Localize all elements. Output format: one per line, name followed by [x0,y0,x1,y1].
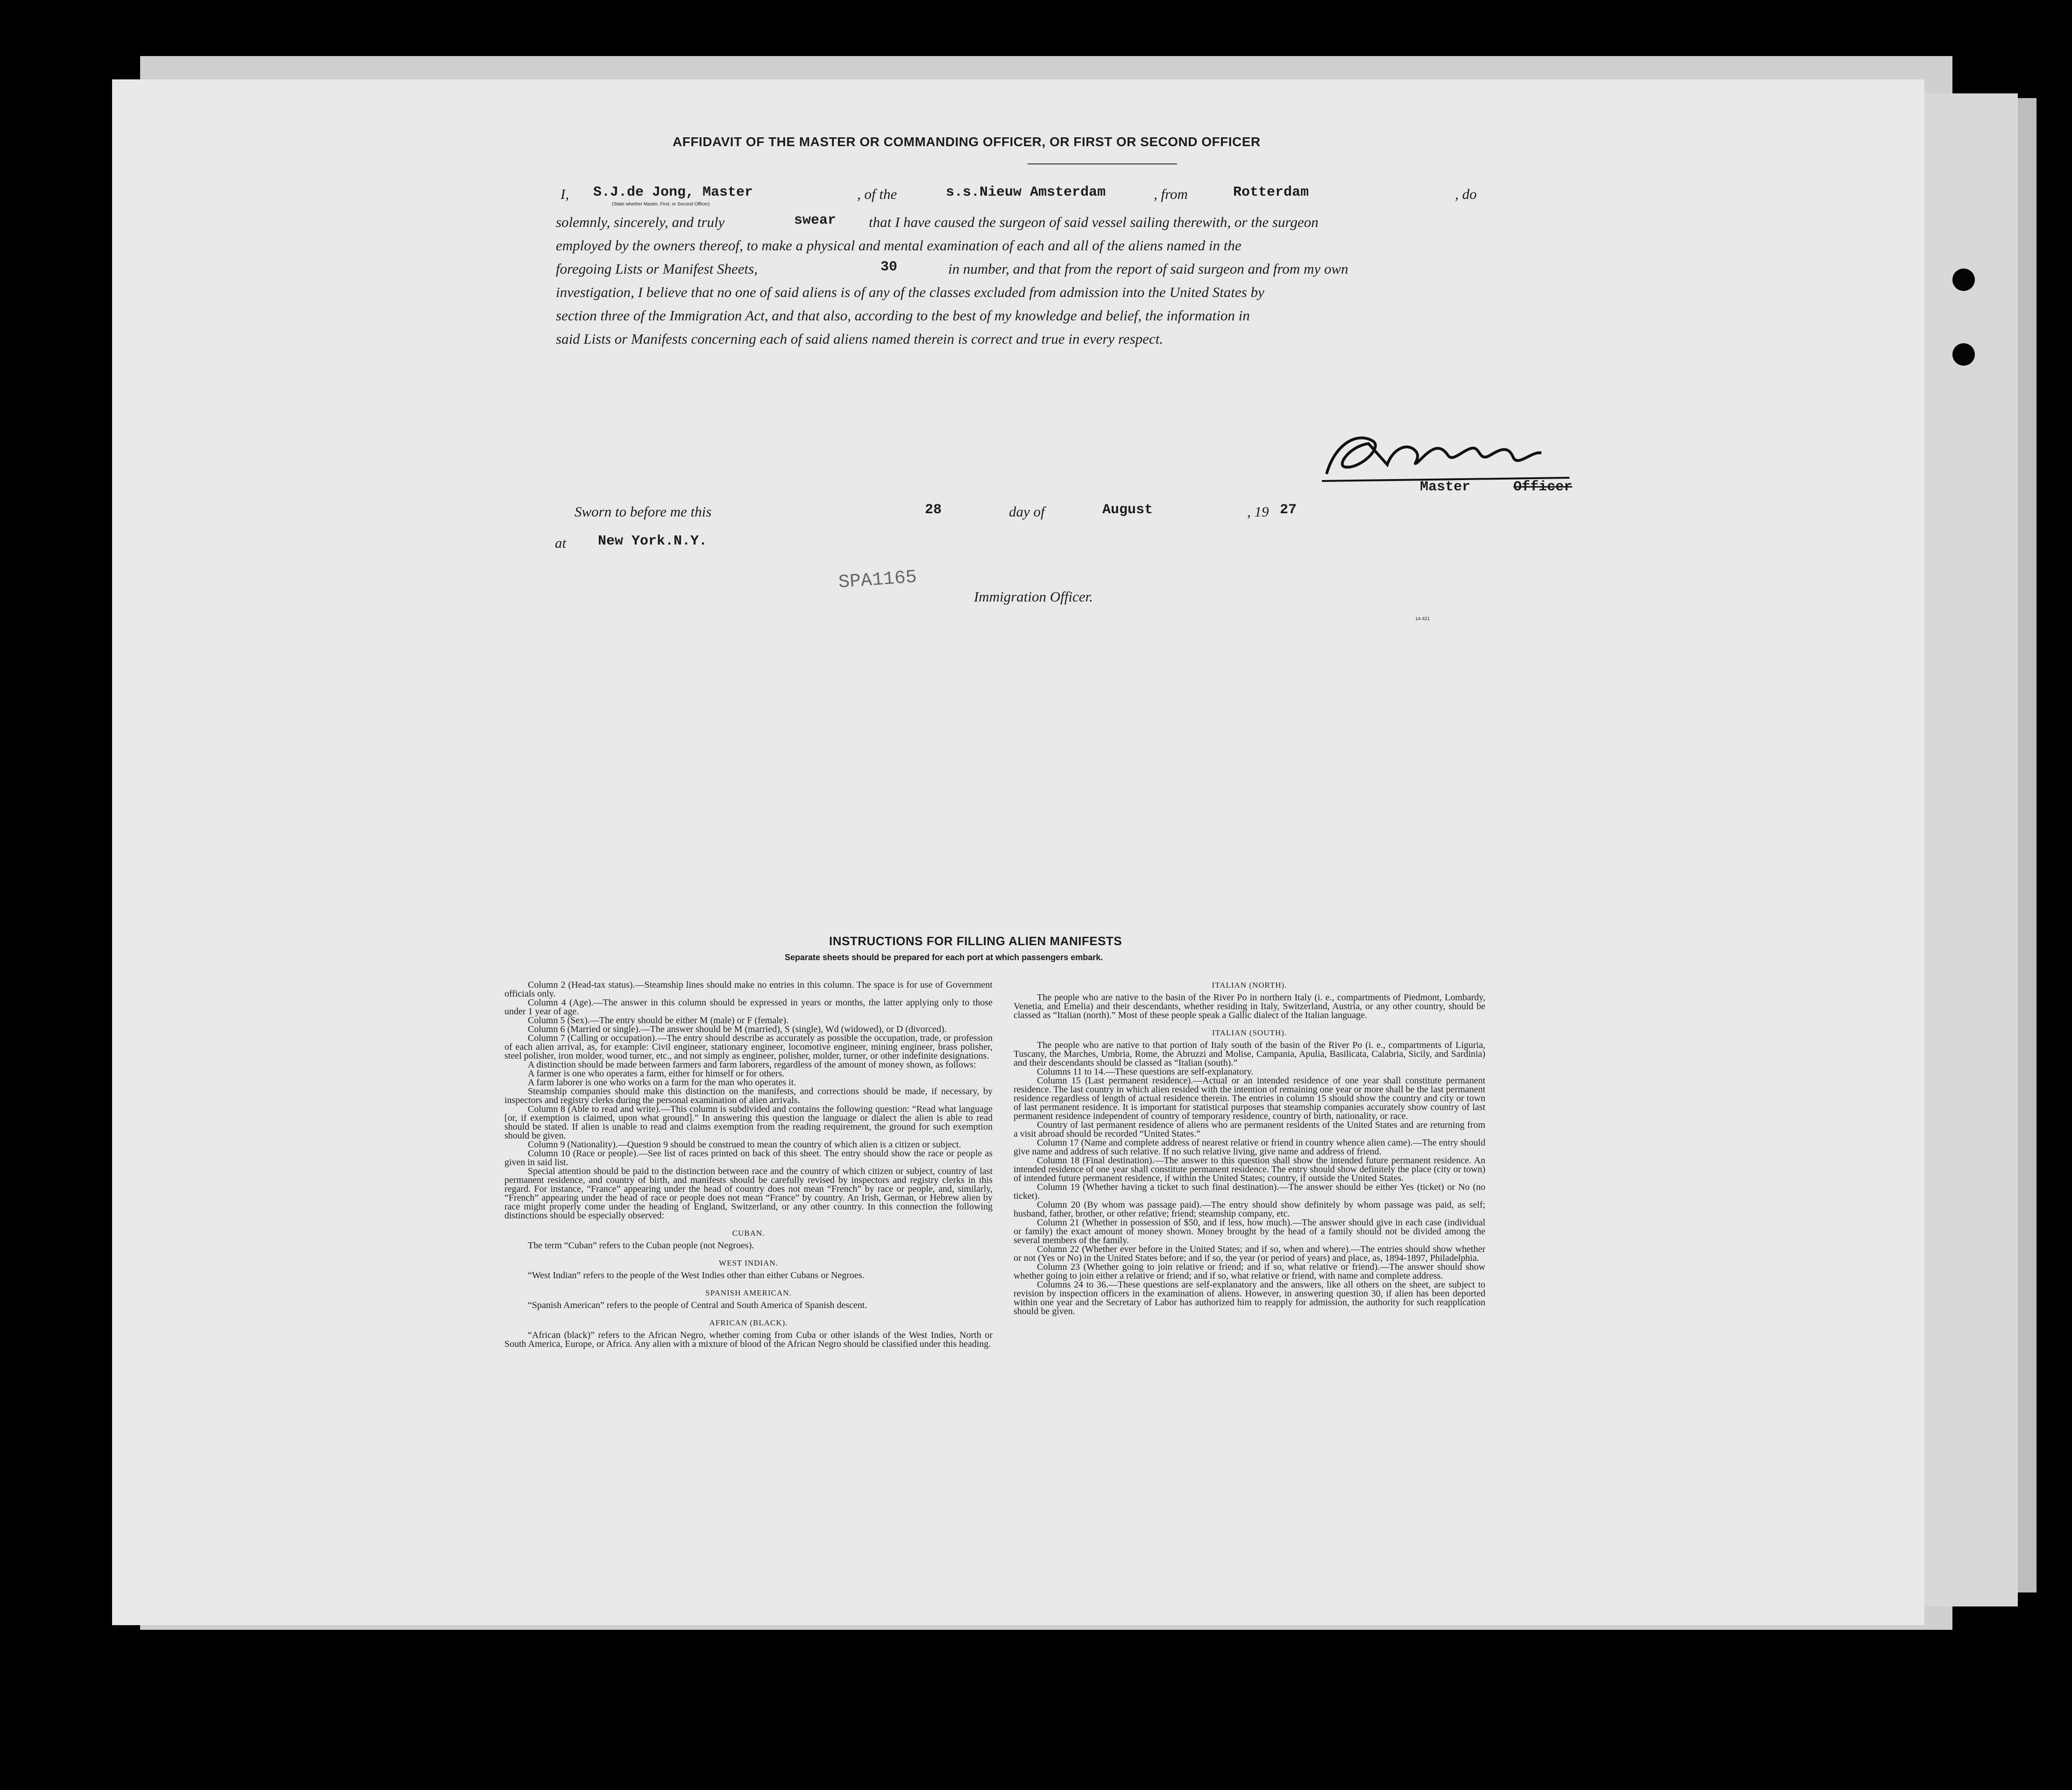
instruction-paragraph: The people who are native to that portion of Italy south of the basin of the River Po (i. e., compartments of Liguria, Tuscany, the Marches, Umbria, Rome, the Abruzzi and Molise, Campania, Apulia, Basilicata, Calabria, Sicily, and Sardinia) and their descendants should be classed as “Italian (south).” [1014,1040,1485,1068]
vessel-name: s.s.Nieuw Amsterdam [946,184,1106,200]
signature-title: Master [1420,479,1471,495]
port-name: Rotterdam [1233,184,1309,200]
instruction-paragraph: Column 5 (Sex).—The entry should be either M (male) or F (female). [528,1015,789,1026]
text-from: , from [1154,186,1188,202]
instruction-paragraph: Country of last permanent residence of aliens who are permanent residents of the United States and are returning from a visit abroad should be recorded “United States.” [1014,1120,1485,1139]
text-i: I, [561,186,569,202]
spanish-american-heading: SPANISH AMERICAN. [705,1288,792,1297]
sheet-count: 30 [880,259,898,275]
text-do: , do [1455,186,1477,202]
instruction-paragraph: Column 22 (Whether ever before in the United States; and if so, when and where).—The entries should show whether or not (Yes or No) in the United States before; and if so, the year (or period of years) and place, as, 1894-1897, Philadelphia. [1014,1244,1485,1263]
instructions-right-column [1014,981,1485,1644]
instruction-paragraph: Special attention should be paid to the distinction between race and the country of which citizen or subject, country of last permanent residence, and country of birth, and manifests should be carefully revised by inspectors and registry clerks in this regard. For instance, “France” appearing under the head of country does not mean “French” by race or people, and, similarly, “French” appearing under the head of race or people does not mean “France” by country. An Irish, German, or Hebrew alien by race might properly come under the heading of England, Switzerland, or any other country. In this connection the following distinctions should be especially observed: [504,1166,993,1221]
text-sworn: Sworn to before me this [575,503,712,520]
spanish-american-text: “Spanish American” refers to the people of Central and South America of Spanish descent. [528,1300,867,1310]
affidavit-line-7: said Lists or Manifests concerning each of said aliens named therein is correct and true in every respect. [556,331,1164,347]
affidavit-line-6: section three of the Immigration Act, and that also, according to the best of my knowledge and belief, the information in [556,307,1250,324]
adjacent-page-edge [1924,93,2018,1606]
text-day-of: day of [1009,503,1045,520]
instruction-paragraph: A farm laborer is one who works on a farm for the man who operates it. [528,1077,796,1088]
instruction-paragraph: Column 9 (Nationality).—Question 9 should be construed to mean the country of which alien is a citizen or subject. [528,1139,961,1150]
state-note: (State whether Master, First, or Second Officer) [612,202,710,207]
master-name: S.J.de Jong, Master [593,184,753,200]
sworn-month: August [1102,502,1153,518]
year-prefix: , 19 [1247,503,1269,520]
text-at: at [555,535,567,551]
instructions-title: INSTRUCTIONS FOR FILLING ALIEN MANIFESTS [829,934,1122,948]
instruction-paragraph: Steamship companies should make this distinction on the manifests, and corrections should be made, if necessary, by inspectors and registry clerks during the personal examination of alien arrivals. [504,1086,993,1105]
italian-south-heading: ITALIAN (SOUTH). [1212,1028,1287,1037]
oath-type: swear [794,212,837,228]
instruction-paragraph: Column 17 (Name and complete address of nearest relative or friend in country whence alien came).—The entry should give name and address of such relative. If no such relative living, give name and address of friend. [1014,1138,1485,1157]
italian-north-heading: ITALIAN (NORTH). [1212,981,1287,990]
instruction-paragraph: Column 18 (Final destination).—The answer to this question shall show the intended future permanent residence. An intended residence of one year shall constitute permanent residence. The entry should show definitely the place (city or town) of intended future permanent residence, if within the United States; country, if outside the United States. [1014,1155,1485,1183]
title-rule [1028,163,1177,164]
west-indian-text: “West Indian” refers to the people of the West Indies other than either Cubans or Negroes. [528,1270,865,1281]
officer-struck: Officer [1513,479,1573,495]
instruction-paragraph: Column 2 (Head-tax status).—Steamship lines should make no entries in this column. The space is for use of Government officials only. [504,981,993,999]
affidavit-line-4b: in number, and that from the report of said surgeon and from my own [948,261,1348,277]
punch-hole [1952,343,1975,366]
african-heading: AFRICAN (BLACK). [709,1318,788,1327]
text-of-the: , of the [857,186,897,202]
master-signature [1317,423,1579,488]
west-indian-heading: WEST INDIAN. [719,1259,778,1267]
year-suffix: 27 [1280,502,1297,518]
instructions-left-column [504,981,993,1644]
instruction-paragraph: A farmer is one who operates a farm, either for himself or for others. [528,1068,785,1079]
affidavit-line-2: that I have caused the surgeon of said vessel sailing therewith, or the surgeon [869,214,1319,230]
sworn-day: 28 [925,502,942,518]
instruction-paragraph: Columns 24 to 36.—These questions are self-explanatory and the answers, like all others on the sheet, are subject to revision by inspection officers in the examination of aliens. However, in answering question 30, if alien has been deported within one year and the Secretary of Labor has authorized him to reapply for admission, the authority for such reapplication should be given. [1014,1280,1485,1316]
sworn-place: New York.N.Y. [598,533,708,549]
instruction-paragraph: Column 4 (Age).—The answer in this column should be expressed in years or months, the latter applying only to those under 1 year of age. [504,998,993,1017]
affidavit-line-4a: foregoing Lists or Manifest Sheets, [556,261,758,277]
immigration-officer-label: Immigration Officer. [974,588,1093,605]
instruction-paragraph: Column 20 (By whom was passage paid).—The entry should show definitely by whom passage was paid, as self; husband, father, brother, or other relative; friend; steamship company, etc. [1014,1200,1485,1219]
instruction-paragraph: Column 7 (Calling or occupation).—The entry should describe as accurately as possible the occupation, trade, or profession of each alien arrival, as, for example: Civil engineer, stationary engineer, locomotive engineer, mining engineer, brass polisher, steel polisher, iron molder, wood turner, etc., and not simply as engineer, polisher, molder, turner, or other indefinite designations. [504,1033,993,1061]
instruction-paragraph: Column 19 (Whether having a ticket to such final destination).—The answer should be either Yes (ticket) or No (no ticket). [1014,1182,1485,1201]
affidavit-line-3: employed by the owners thereof, to make a physical and mental examination of each and all of the aliens named in the [556,237,1242,254]
instruction-paragraph: Column 6 (Married or single).—The answer should be M (married), S (single), Wd (widowed), or D (divorced). [528,1024,947,1034]
text-solemnly: solemnly, sincerely, and truly [556,214,725,230]
punch-hole [1952,269,1975,291]
form-number: 14-421 [1415,616,1430,622]
instruction-paragraph: Columns 11 to 14.—These questions are self-explanatory. [1037,1067,1254,1077]
affidavit-title: AFFIDAVIT OF THE MASTER OR COMMANDING OFFICER, OR FIRST OR SECOND OFFICER [673,134,1261,149]
african-text: “African (black)” refers to the African Negro, whether coming from Cuba or other islands of the West Indies, North or South America, Europe, or Africa. Any alien with a mixture of blood of the African Negro should be classified under this heading. [504,1330,993,1349]
instruction-paragraph: Column 21 (Whether in possession of $50, and if less, how much).—The answer should give in each case (individual or family) the exact amount of money shown. Money brought by the head of a family should not be divided among the several members of the family. [1014,1217,1485,1245]
instruction-paragraph: A distinction should be made between farmers and farm laborers, regardless of the amount of money shown, as follows: [528,1060,976,1070]
italian-north-text: The people who are native to the basin of the River Po in northern Italy (i. e., compartments of Piedmont, Lombardy, Venetia, and Emelia) and their descendants, whether residing in Italy, Switzerland, Austria, or any other country, should be classed as “Italian (north).” Most of these people speak a Gallic dialect of the Italian language. [1014,992,1485,1020]
instruction-paragraph: Column 8 (Able to read and write).—This column is subdivided and contains the following question: “Read what language [or, if exemption is claimed, upon what ground].” In answering this question the language or dialect the alien is able to read should be stated. If alien is unable to read and claims exemption from the reading requirement, the ground for such exemption should be given. [504,1104,993,1141]
instructions-subtitle: Separate sheets should be prepared for each port at which passengers embark. [785,953,1103,962]
cuban-heading: CUBAN. [732,1229,765,1238]
manifest-page [112,79,1924,1625]
instruction-paragraph: Column 10 (Race or people).—See list of races printed on back of this sheet. The entry should show the race or people as given in said list. [504,1148,993,1167]
instruction-paragraph: Column 23 (Whether going to join relative or friend; and if so, what relative or friend).—The answer should show whether going to join either a relative or friend; and if so, what relative or friend, with name and complete address. [1014,1262,1485,1281]
affidavit-line-5: investigation, I believe that no one of said aliens is of any of the classes excluded from admission into the United States by [556,284,1264,300]
cuban-text: The term “Cuban” refers to the Cuban people (not Negroes). [528,1240,754,1251]
binding-edge [2018,98,2037,1592]
handwritten-stamp: SPA1165 [837,567,918,594]
instruction-paragraph: Column 15 (Last permanent residence).—Actual or an intended residence of one year shall constitute permanent residence. The last country in which alien resided with the intention of remaining one year or more shall be the last permanent residence regardless of length of actual residence therein. The entries in column 15 should show the country and city or town of last permanent residence. It is important for statistical purposes that steamship companies accurately show country of last permanent residence independent of country of temporary residence, country of birth, nationality, or race. [1014,1075,1485,1121]
